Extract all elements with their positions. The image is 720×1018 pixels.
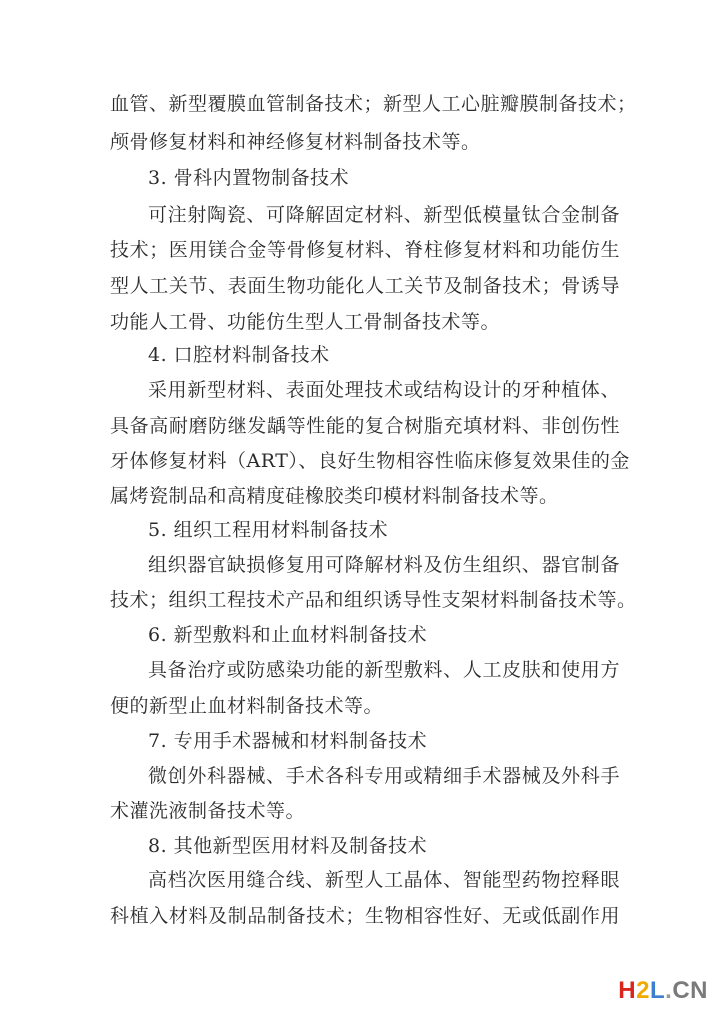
body-text-line: 采用新型材料、表面处理技术或结构设计的牙种植体、 xyxy=(148,379,620,401)
watermark-cn: CN xyxy=(672,977,708,1004)
body-text-line: 组织器官缺损修复用可降解材料及仿生组织、器官制备 xyxy=(148,554,620,576)
body-text-line: 技术；医用镁合金等骨修复材料、脊柱修复材料和功能仿生 xyxy=(110,239,620,261)
watermark-dot: . xyxy=(665,977,673,1004)
body-text-line: 型人工关节、表面生物功能化人工关节及制备技术；骨诱导 xyxy=(110,275,620,297)
body-text-line: 可注射陶瓷、可降解固定材料、新型低模量钛合金制备 xyxy=(148,204,620,226)
watermark-digit-2: 2 xyxy=(636,977,650,1004)
body-text-line: 高档次医用缝合线、新型人工晶体、智能型药物控释眼 xyxy=(148,869,620,891)
body-text-line: 术灌洗液制备技术等。 xyxy=(110,800,306,822)
body-text-line: 颅骨修复材料和神经修复材料制备技术等。 xyxy=(110,131,481,153)
body-text-line: 具备治疗或防感染功能的新型敷料、人工皮肤和使用方 xyxy=(148,659,620,681)
section-heading: 3. 骨科内置物制备技术 xyxy=(148,167,350,189)
body-text-line: 科植入材料及制品制备技术；生物相容性好、无或低副作用 xyxy=(110,905,620,927)
body-text-line: 功能人工骨、功能仿生型人工骨制备技术等。 xyxy=(110,311,501,333)
body-text-line: 血管、新型覆膜血管制备技术；新型人工心脏瓣膜制备技术； xyxy=(110,93,637,115)
body-text-line: 属烤瓷制品和高精度硅橡胶类印模材料制备技术等。 xyxy=(110,485,559,507)
body-text-line: 技术；组织工程技术产品和组织诱导性支架材料制备技术等。 xyxy=(110,589,637,611)
watermark-letter-l: L xyxy=(649,977,666,1004)
body-text-line: 牙体修复材料（ART）、良好生物相容性临床修复效果佳的金 xyxy=(110,450,630,472)
section-heading: 8. 其他新型医用材料及制备技术 xyxy=(148,835,428,857)
section-heading: 5. 组织工程用材料制备技术 xyxy=(148,519,389,541)
body-text-line: 便的新型止血材料制备技术等。 xyxy=(110,695,384,717)
section-heading: 6. 新型敷料和止血材料制备技术 xyxy=(148,624,428,646)
body-text-line: 微创外科器械、手术各科专用或精细手术器械及外科手 xyxy=(148,765,620,787)
section-heading: 7. 专用手术器械和材料制备技术 xyxy=(148,730,428,752)
section-heading: 4. 口腔材料制备技术 xyxy=(148,344,330,366)
watermark-letter-h: H xyxy=(618,977,637,1004)
h2l-watermark-logo xyxy=(618,978,708,1004)
body-text-line: 具备高耐磨防继发龋等性能的复合树脂充填材料、非创伤性 xyxy=(110,415,620,437)
